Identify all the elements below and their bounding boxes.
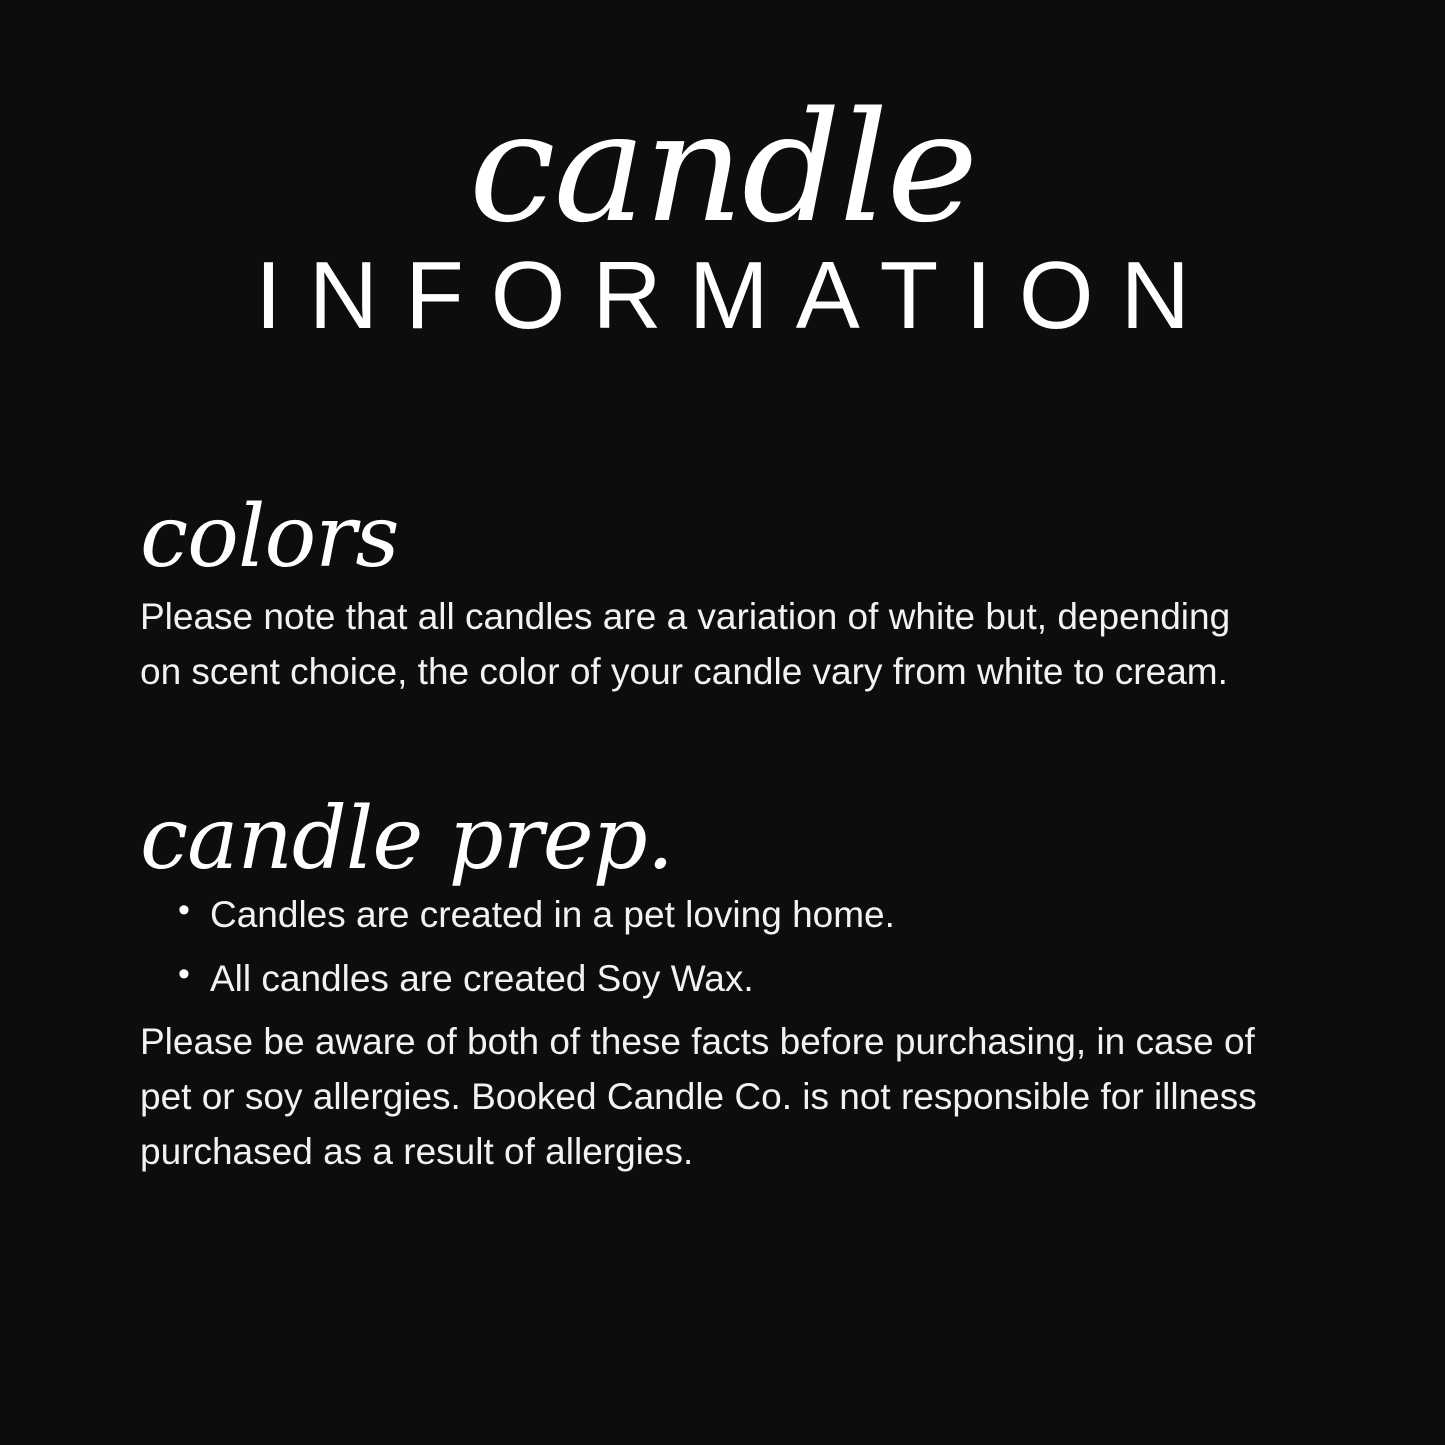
section-candle-prep-paragraph: Please be aware of both of these facts before purchasing, in case of pet or soy allergies. Booked Candle Co. is not responsible for illness purchased as a result of allergies.: [140, 1021, 1257, 1172]
sections-container: [0, 487, 1445, 1179]
section-colors-heading: colors: [140, 487, 399, 588]
card-header: [0, 0, 1445, 350]
section-candle-prep: [140, 788, 1305, 1180]
list-item: • All candles are created Soy Wax.: [178, 952, 1280, 1006]
candle-prep-bullet-list: [140, 888, 1280, 1005]
section-colors: [140, 487, 1305, 700]
section-candle-prep-body: [140, 888, 1280, 1180]
list-item: • Candles are created in a pet loving home.: [178, 888, 1280, 942]
section-colors-paragraph: Please note that all candles are a variation of white but, depending on scent choice, the color of your candle vary from white to cream.: [140, 596, 1231, 693]
header-script-word: candle: [468, 79, 977, 256]
section-candle-prep-heading: candle prep.: [140, 788, 674, 889]
header-block-word: INFORMATION: [255, 242, 1217, 350]
section-colors-body: [140, 590, 1280, 700]
